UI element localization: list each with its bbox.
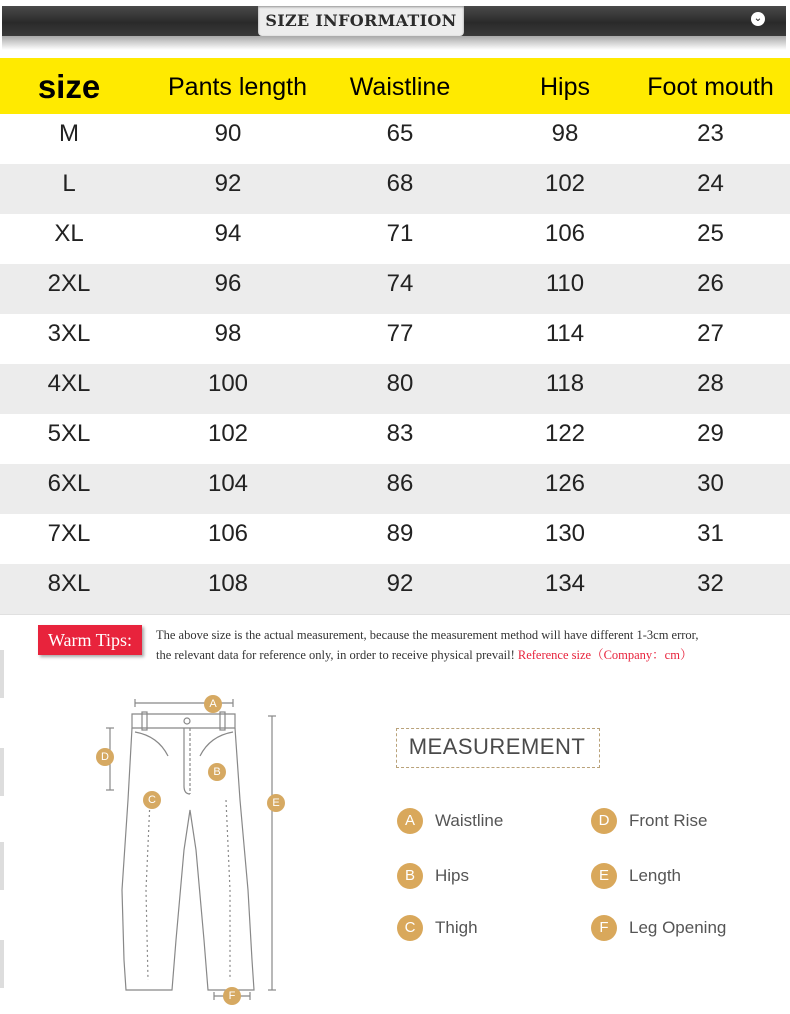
legend-label-thigh: Thigh xyxy=(435,918,478,937)
legend-label-length: Length xyxy=(629,866,681,885)
warm-tips-line-2-text: the relevant data for reference only, in order to receive physical prevail! xyxy=(156,648,515,662)
table-row xyxy=(0,364,790,415)
header-waistline: Waistline xyxy=(349,73,451,101)
legend-label-leg-opening: Leg Opening xyxy=(629,918,727,937)
cell-hips: 110 xyxy=(545,270,585,297)
cell-waistline: 80 xyxy=(386,370,414,397)
marker-a: A xyxy=(204,695,222,713)
cell-hips: 98 xyxy=(551,120,579,147)
chevron-down-icon[interactable]: ⌄ xyxy=(751,12,765,26)
cell-waistline: 77 xyxy=(386,320,414,347)
table-row xyxy=(0,264,790,315)
table-row xyxy=(0,514,790,565)
cell-waistline: 74 xyxy=(386,270,414,297)
cell-foot-mouth: 28 xyxy=(697,370,724,397)
measurement-title: MEASUREMENT xyxy=(408,734,586,759)
cell-pants-length: 100 xyxy=(207,370,249,397)
warm-tips-line-1: The above size is the actual measurement, because the measurement method will have different 1-3cm error, xyxy=(156,628,699,642)
cell-foot-mouth: 24 xyxy=(697,170,724,197)
pants-outline-illustration xyxy=(80,690,300,1010)
cell-size: L xyxy=(62,170,76,197)
reference-size-note: Reference size（Company：cm） xyxy=(517,648,693,662)
cell-hips: 134 xyxy=(544,570,586,597)
banner-shadow xyxy=(2,36,786,50)
cell-waistline: 86 xyxy=(386,470,414,497)
cell-pants-length: 106 xyxy=(207,520,249,547)
cell-hips: 118 xyxy=(545,370,585,397)
cell-pants-length: 98 xyxy=(214,320,242,347)
table-row xyxy=(0,214,790,265)
edge-decoration xyxy=(0,650,4,698)
cell-pants-length: 96 xyxy=(214,270,242,297)
cell-pants-length: 104 xyxy=(207,470,249,497)
edge-decoration xyxy=(0,940,4,988)
warm-tips-line-2 xyxy=(156,645,786,665)
cell-size: 3XL xyxy=(47,320,91,347)
cell-foot-mouth: 29 xyxy=(697,420,724,447)
cell-hips: 114 xyxy=(545,320,585,347)
marker-c: C xyxy=(143,791,161,809)
cell-size: M xyxy=(59,120,79,147)
cell-foot-mouth: 30 xyxy=(697,470,724,497)
cell-foot-mouth: 31 xyxy=(697,520,724,547)
marker-b: B xyxy=(208,763,226,781)
cell-pants-length: 108 xyxy=(207,570,249,597)
cell-hips: 130 xyxy=(544,520,586,547)
table-row xyxy=(0,464,790,515)
legend-letter-c: C xyxy=(397,915,423,941)
cell-size: 7XL xyxy=(47,520,91,547)
edge-decoration xyxy=(0,842,4,890)
header-foot-mouth: Foot mouth xyxy=(647,73,774,101)
legend-label-front-rise: Front Rise xyxy=(629,811,708,830)
legend-label-hips: Hips xyxy=(435,866,470,885)
marker-e: E xyxy=(267,794,285,812)
cell-foot-mouth: 32 xyxy=(697,570,724,597)
cell-hips: 122 xyxy=(544,420,586,447)
cell-pants-length: 102 xyxy=(207,420,249,447)
cell-foot-mouth: 23 xyxy=(697,120,724,147)
header-hips: Hips xyxy=(539,73,590,101)
table-row xyxy=(0,314,790,365)
cell-hips: 102 xyxy=(544,170,586,197)
table-row xyxy=(0,564,790,615)
legend-letter-f: F xyxy=(591,915,617,941)
size-information-banner xyxy=(0,0,790,52)
cell-foot-mouth: 25 xyxy=(697,220,724,247)
warm-tips-badge: Warm Tips: xyxy=(38,625,142,655)
legend-label-waistline: Waistline xyxy=(435,811,504,830)
edge-decoration xyxy=(0,748,4,796)
cell-size: 8XL xyxy=(47,570,91,597)
marker-f: F xyxy=(223,987,241,1005)
cell-pants-length: 94 xyxy=(214,220,242,247)
table-row xyxy=(0,414,790,465)
cell-size: XL xyxy=(54,220,84,247)
legend-letter-e: E xyxy=(591,863,617,889)
cell-waistline: 71 xyxy=(386,220,414,247)
cell-waistline: 89 xyxy=(386,520,414,547)
table-row xyxy=(0,114,790,165)
warm-tips-text xyxy=(156,625,786,665)
cell-size: 2XL xyxy=(47,270,91,297)
cell-hips: 106 xyxy=(544,220,586,247)
cell-waistline: 92 xyxy=(386,570,414,597)
cell-pants-length: 92 xyxy=(214,170,242,197)
cell-pants-length: 90 xyxy=(214,120,242,147)
table-row xyxy=(0,164,790,215)
marker-d: D xyxy=(96,748,114,766)
table-header xyxy=(0,58,790,114)
cell-foot-mouth: 26 xyxy=(697,270,724,297)
legend-letter-b: B xyxy=(397,863,423,889)
legend-letter-a: A xyxy=(397,808,423,834)
cell-waistline: 83 xyxy=(386,420,414,447)
cell-hips: 126 xyxy=(544,470,586,497)
cell-foot-mouth: 27 xyxy=(697,320,724,347)
cell-size: 5XL xyxy=(47,420,91,447)
legend-letter-d: D xyxy=(591,808,617,834)
cell-waistline: 65 xyxy=(386,120,414,147)
header-size: size xyxy=(37,68,101,105)
pants-diagram xyxy=(80,690,300,1010)
cell-waistline: 68 xyxy=(386,170,414,197)
cell-size: 4XL xyxy=(47,370,91,397)
cell-size: 6XL xyxy=(47,470,91,497)
banner-title: SIZE INFORMATION xyxy=(265,11,457,30)
warm-tips xyxy=(0,612,790,682)
header-pants-length: Pants length xyxy=(168,73,307,101)
